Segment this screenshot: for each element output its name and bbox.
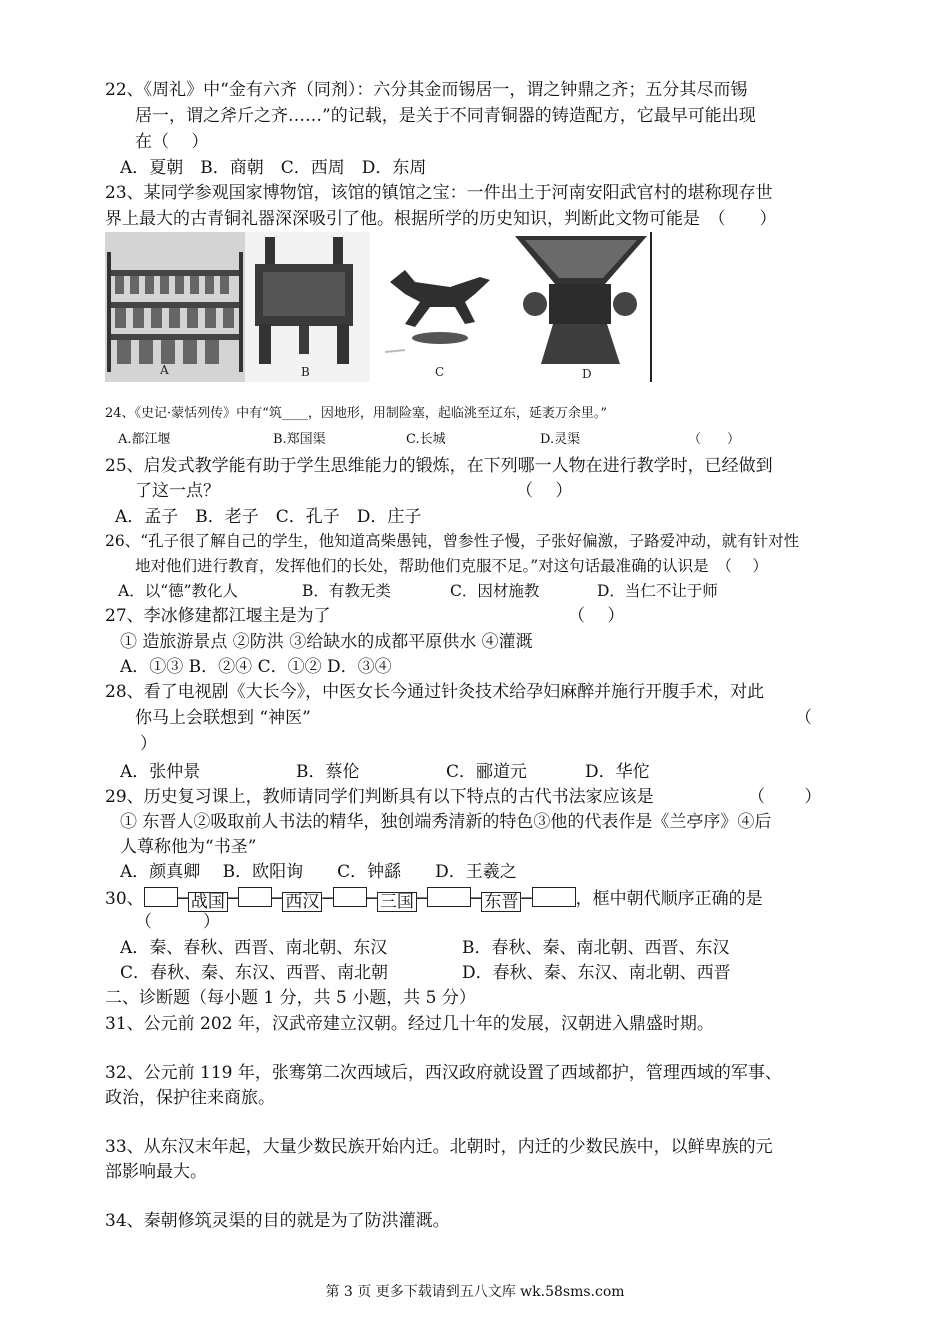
- q26-line1: 26、“孔子很了解自己的学生，他知道高柴愚钝，曾参性子慢，子张好偏激，子路爱冲动，就有针对性: [105, 532, 800, 550]
- q22-line3: 在（ ）: [135, 132, 209, 152]
- q28-line2: 你马上会联想到 “神医”: [135, 708, 311, 728]
- q34-text: 34、秦朝修筑灵渠的目的就是为了防洪灌溉。: [105, 1211, 450, 1231]
- q29-options: A．颜真卿 B．欧阳询 C．钟繇 D．王羲之: [120, 862, 517, 882]
- q26-option-b: B．有教无类: [302, 582, 391, 600]
- image-b-ding: [245, 232, 370, 382]
- q30-tail: ，框中朝代顺序正确的是: [575, 889, 763, 909]
- q25-line1: 25、启发式教学能有助于学生思维能力的锻炼，在下列哪一人物在进行教学时，已经做到: [105, 456, 773, 476]
- q30-box-2: 战国: [188, 892, 228, 912]
- q28-option-a: A．张仲景: [120, 762, 201, 782]
- q23-line1: 23、某同学参观国家博物馆，该馆的镇馆之宝：一件出土于河南安阳武官村的堪称现存世: [105, 183, 773, 203]
- q24-option-a: A.都江堰: [118, 432, 171, 447]
- image-label-c: C: [435, 365, 445, 379]
- q29-paren: （ ）: [748, 787, 822, 807]
- q29-line1: 29、历史复习课上，教师请同学们判断具有以下特点的古代书法家应该是: [105, 787, 654, 807]
- q24-line1: 24、《史记·蒙恬列传》中有“筑____，因地形，用制险塞，起临洮至辽东，延袤万余里。”: [105, 406, 607, 421]
- q30-box-3: [238, 887, 272, 907]
- q24-paren: （ ）: [688, 432, 741, 447]
- q26-option-d: D．当仁不让于师: [597, 582, 718, 600]
- q32-line1: 32、公元前 119 年，张骞第二次西域后，西汉政府就设置了西域都护，管理西域的军事、: [105, 1063, 782, 1083]
- q31-text: 31、公元前 202 年，汉武帝建立汉朝。经过几十年的发展，汉朝进入鼎盛时期。: [105, 1014, 714, 1034]
- q28-option-c: C．郦道元: [446, 762, 528, 782]
- q23-artifact-images: [105, 232, 653, 382]
- q23-line2: 界上最大的古青铜礼器深深吸引了他。根据所学的历史知识，判断此文物可能是 （ ）: [105, 209, 777, 229]
- q27-line2: ① 造旅游景点 ②防洪 ③给缺水的成都平原供水 ④灌溉: [120, 632, 533, 652]
- q24-option-b: B.郑国渠: [273, 432, 326, 447]
- q22-options: A．夏朝 B．商朝 C．西周 D．东周: [120, 158, 427, 178]
- q29-line2: ① 东晋人②吸取前人书法的精华，独创端秀清新的特色③他的代表作是《兰亭序》④后: [120, 812, 772, 832]
- q28-paren-close: ）: [140, 734, 157, 754]
- q27-paren: （ ）: [568, 606, 625, 626]
- q25-options: A．孟子 B．老子 C．孔子 D．庄子: [115, 507, 422, 527]
- image-d-zun: [510, 232, 653, 382]
- q25-line2: 了这一点？: [135, 481, 220, 501]
- image-a-bells: [105, 232, 245, 382]
- q30-box-9: [532, 887, 576, 907]
- q26-option-c: C．因材施教: [450, 582, 540, 600]
- q27-line1: 27、李冰修建都江堰主是为了: [105, 606, 331, 626]
- q30-box-7: [427, 887, 471, 907]
- q30-box-1: [144, 887, 178, 907]
- q25-paren: （ ）: [516, 481, 573, 501]
- page-footer: 第 3 页 更多下载请到五八文库 wk.58sms.com: [325, 1284, 625, 1300]
- image-label-b: B: [301, 365, 310, 379]
- q28-line1: 28、看了电视剧《大长今》，中医女长今通过针灸技术给孕妇麻醉并施行开腹手术，对此: [105, 682, 765, 702]
- q22-line1: 22、《周礼》中“金有六齐（同剂）：六分其金而锡居一，谓之钟鼎之齐；五分其尽而锡: [105, 80, 748, 100]
- q33-line2: 部影响最大。: [105, 1162, 207, 1182]
- q30-option-b: B．春秋、秦、南北朝、西晋、东汉: [462, 938, 730, 958]
- q24-option-d: D.灵渠: [540, 432, 581, 447]
- section-2-heading: 二、诊断题（每小题 1 分，共 5 小题，共 5 分）: [105, 988, 476, 1008]
- q30-box-5: [333, 887, 367, 907]
- q29-line3: 人尊称他为“书圣”: [120, 837, 257, 857]
- q28-option-b: B．蔡伦: [296, 762, 360, 782]
- q30-option-d: D．春秋、秦、东汉、南北朝、西晋: [462, 963, 731, 983]
- q30-option-c: C．春秋、秦、东汉、西晋、南北朝: [120, 963, 389, 983]
- q30-option-a: A．秦、春秋、西晋、南北朝、东汉: [120, 938, 388, 958]
- q33-line1: 33、从东汉末年起，大量少数民族开始内迁。北朝时，内迁的少数民族中，以鲜卑族的元: [105, 1137, 773, 1157]
- q27-options: A．①③ B．②④ C．①② D．③④: [120, 657, 392, 677]
- q30-sequence: 30、 ─ 战国 ─ ─ 西汉 ─ ─ 三国 ─ ─ 东晋 ─ ，框中朝代顺序正确的是: [105, 889, 763, 912]
- q30-box-8: 东晋: [481, 892, 521, 912]
- q30-paren: （ ）: [135, 912, 220, 932]
- q28-paren-open: （: [795, 708, 812, 728]
- q28-option-d: D．华佗: [585, 762, 650, 782]
- image-c-horse: [370, 232, 510, 382]
- q26-option-a: A．以“德”教化人: [118, 582, 239, 600]
- q30-number: 30、: [105, 889, 144, 909]
- q30-box-4: 西汉: [282, 892, 322, 912]
- q30-box-6: 三国: [377, 892, 417, 912]
- image-label-d: D: [582, 367, 592, 381]
- q22-line2: 居一，谓之斧斤之齐……”的记载，是关于不同青铜器的铸造配方，它最早可能出现: [135, 106, 756, 126]
- image-label-a: A: [160, 363, 169, 377]
- q24-option-c: C.长城: [406, 432, 446, 447]
- q32-line2: 政治，保护往来商旅。: [105, 1088, 275, 1108]
- q26-line2: 地对他们进行教育，发挥他们的长处，帮助他们克服不足。”对这句话最准确的认识是 （ ）: [135, 557, 768, 575]
